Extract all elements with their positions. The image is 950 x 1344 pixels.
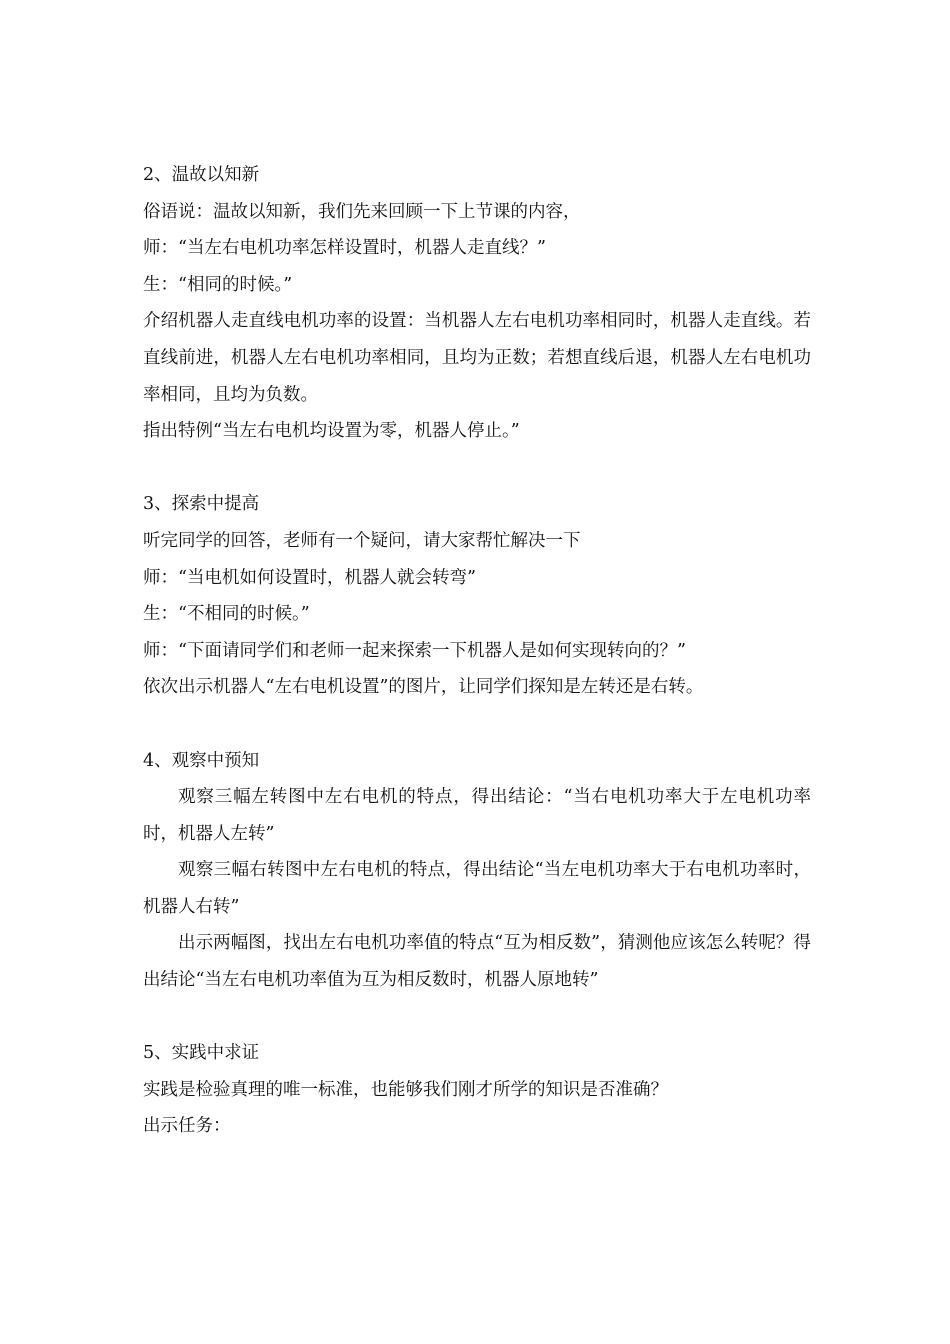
conclusion-paragraph: 观察三幅左转图中左右电机的特点，得出结论：“当右电机功率大于左电机功率时，机器人左转”	[143, 787, 811, 844]
section-heading: 3、探索中提高	[143, 494, 260, 515]
teacher-question: 师：“下面请同学们和老师一起来探索一下机器人是如何实现转向的？”	[143, 640, 686, 661]
text-line: 俗语说：温故以知新，我们先来回顾一下上节课的内容，	[143, 201, 581, 222]
teacher-question: 师：“当电机如何设置时，机器人就会转弯”	[143, 567, 476, 588]
student-answer: 生：“不相同的时候。”	[143, 604, 310, 625]
conclusion-paragraph: 出示两幅图，找出左右电机功率值的特点“互为相反数”，猜测他应该怎么转呢？得出结论“当左右电机功率值为互为相反数时，机器人原地转”	[143, 933, 811, 991]
section-explore	[143, 486, 811, 706]
conclusion-paragraph: 观察三幅右转图中左右电机的特点，得出结论“当左电机功率大于右电机功率时，机器人右转”	[143, 860, 811, 917]
teacher-question: 师：“当左右电机功率怎样设置时，机器人走直线？”	[143, 238, 546, 259]
document-body	[143, 157, 811, 1145]
text-line: 出示任务：	[143, 1116, 231, 1137]
section-heading: 2、温故以知新	[143, 165, 260, 185]
explanation-paragraph: 介绍机器人走直线电机功率的设置：当机器人左右电机功率相同时，机器人走直线。若直线前进，机器人左右电机功率相同，且均为正数；若想直线后退，机器人左右电机功率相同，且均为负数。	[143, 311, 811, 405]
text-line: 实践是检验真理的唯一标准，也能够我们刚才所学的知识是否准确？	[143, 1079, 668, 1100]
text-line: 依次出示机器人“左右电机设置”的图片，让同学们探知是左转还是右转。	[143, 677, 704, 698]
section-gap	[143, 450, 811, 487]
section-heading: 4、观察中预知	[143, 750, 260, 771]
special-case-line: 指出特例“当左右电机均设置为零，机器人停止。”	[143, 421, 520, 442]
section-review	[143, 157, 811, 450]
student-answer: 生：“相同的时候。”	[143, 274, 293, 295]
text-line: 听完同学的回答，老师有一个疑问，请大家帮忙解决一下	[143, 530, 581, 551]
section-observe	[143, 743, 811, 999]
section-practice	[143, 1035, 811, 1145]
section-gap	[143, 706, 811, 743]
section-heading: 5、实践中求证	[143, 1043, 260, 1064]
section-gap	[143, 999, 811, 1036]
